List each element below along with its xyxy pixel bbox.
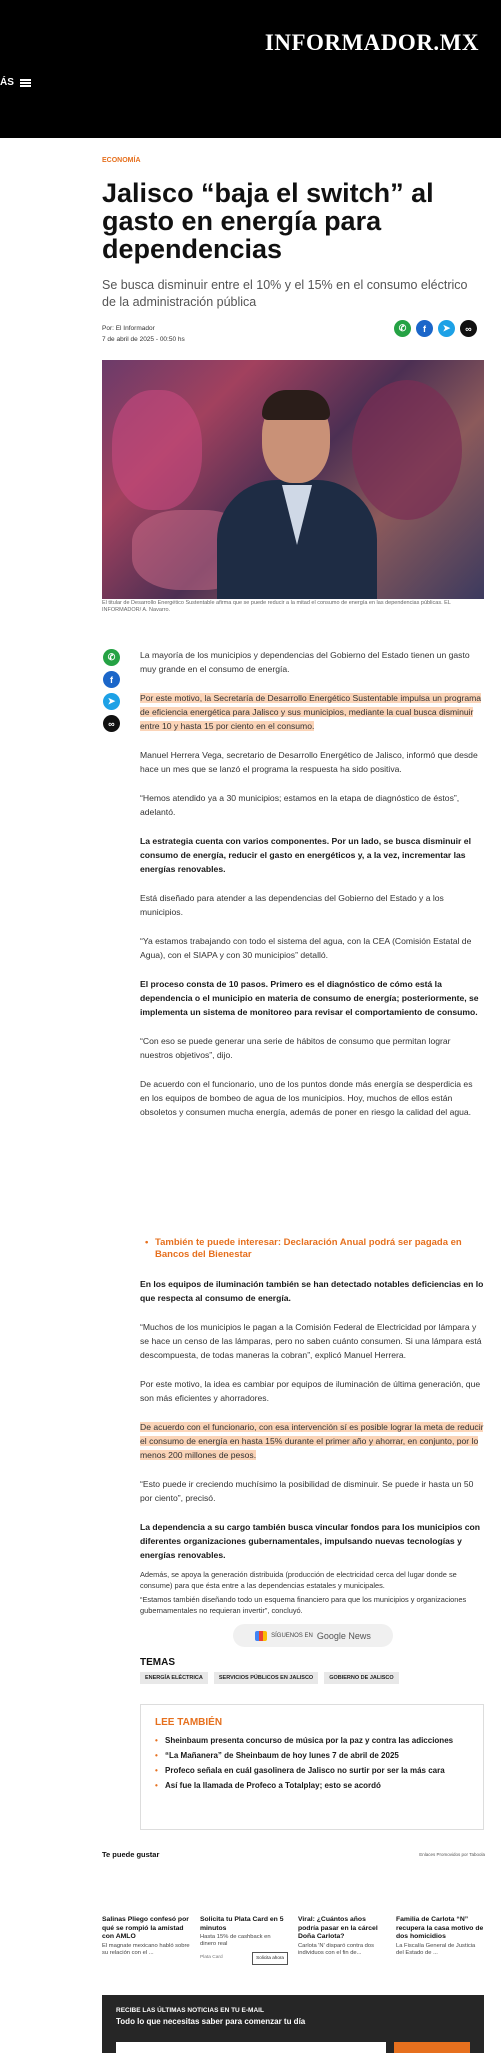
newsletter-title: RECIBE LAS ÚLTIMAS NOTICIAS EN TU E-MAIL <box>116 2007 264 2014</box>
share-bar-top <box>394 320 477 337</box>
paragraph: “Con eso se puede generar una serie de hábitos de consumo que permitan lograr nuestros objetivos”, dijo. <box>140 1036 451 1060</box>
paragraph-highlighted <box>140 1420 484 1462</box>
sponsored-provider[interactable]: Enlaces Promovidos por Taboola <box>419 1852 485 1857</box>
paragraph: Por este motivo, la idea es cambiar por equipos de iluminación de última generación, que son más eficientes y ahorradores. <box>140 1379 481 1403</box>
google-news-prefix: SÍGUENOS EN <box>271 1632 313 1639</box>
topic-tag[interactable]: ENERGÍA ELÉCTRICA <box>140 1672 208 1684</box>
paragraph-bold: En los equipos de iluminación también se han detectado notables deficiencias en lo que respecta al consumo de energía. <box>140 1279 484 1303</box>
paragraph: “Hemos atendido ya a 30 municipios; estamos en la etapa de diagnóstico de éstos”, adelantó. <box>140 793 460 817</box>
paragraph: La mayoría de los municipios y dependencias del Gobierno del Estado tienen un gasto muy grande en el consumo de energía. <box>140 650 470 674</box>
paragraph: Además, se apoya la generación distribuida (producción de electricidad cerca del lugar donde se consume) para que ésta entre a las dependencias estatales y municipales. <box>140 1570 457 1590</box>
card-title: Salinas Pliego confesó por qué se rompió la amistad con AMLO <box>102 1916 189 1940</box>
highlight: De acuerdo con el funcionario, con esa intervención sí es posible lograr la meta de reducir el consumo de energía en hasta 15% durante el primer año y ahorrar, en conjunto, por lo menos 200 millones de pesos. <box>140 1422 484 1460</box>
sponsored-card[interactable] <box>298 1916 386 1965</box>
newsletter-subtitle: Todo lo que necesitas saber para comenzar tu día <box>116 2017 306 2026</box>
paragraph: “Ya estamos trabajando con todo el sistema del agua, con la CEA (Comisión Estatal de Agua), con el SIAPA y con 30 municipios” detalló. <box>140 936 472 960</box>
menu-label: ÁS <box>0 77 14 88</box>
google-news-brand: Google News <box>316 1630 371 1641</box>
paragraph: “Estamos también diseñando todo un esquema financiero para que los municipios y organizaciones gubernamentales no requieran invertir”, concluyó. <box>140 1595 467 1615</box>
topic-tag[interactable]: SERVICIOS PÚBLICOS EN JALISCO <box>214 1672 318 1684</box>
whatsapp-icon[interactable]: ✆ <box>103 649 120 666</box>
card-title: Solicita tu Plata Card en 5 minutos <box>200 1916 284 1932</box>
telegram-icon[interactable]: ➤ <box>103 693 120 710</box>
paragraph: “Muchos de los municipios le pagan a la Comisión Federal de Electricidad por lámpara y se hace un censo de las lámparas, pero no saben cuánto consumen. Si una lámpara está descompuesta, de todas maneras la cobran”, explicó Manuel Herrera. <box>140 1322 482 1360</box>
paragraph: De acuerdo con el funcionario, uno de los puntos donde más energía se desperdicia es en los equipos de bombeo de agua de los municipios. Hoy, muchos de ellos están obsoletos y consumen mucha energía, además de poner en riesgo la calidad del agua. <box>140 1079 473 1117</box>
menu-icon <box>20 79 31 87</box>
topics-list <box>140 1672 399 1684</box>
read-also-item[interactable]: • Así fue la llamada de Profeco a Totalplay; esto se acordó <box>155 1781 469 1791</box>
card-title: Viral: ¿Cuántos años podría pasar en la cárcel Doña Carlota? <box>298 1916 378 1940</box>
read-also-title: LEE TAMBIÉN <box>155 1717 223 1728</box>
related-link-inline[interactable]: • También te puede interesar: Declaración Anual podrá ser pagada en Bancos del Bienestar <box>155 1237 485 1261</box>
sponsored-card[interactable] <box>102 1916 190 1965</box>
paragraph: “Esto puede ir creciendo muchísimo la posibilidad de disminuir. Se puede ir hasta un 50 por ciento”, precisó. <box>140 1479 474 1503</box>
site-logo[interactable]: INFORMADOR.MX <box>264 30 479 55</box>
card-source: Plata Card <box>200 1955 223 1960</box>
newsletter-box <box>102 1995 484 2053</box>
read-also-box <box>140 1704 484 1830</box>
paragraph-bold: La estrategia cuenta con varios componentes. Por un lado, se busca disminuir el consumo de energía, reducir el gasto en energéticos y, a la vez, incrementar las energías renovables. <box>140 836 471 874</box>
card-desc: Hasta 15% de cashback en dinero real <box>200 1934 271 1947</box>
byline <box>102 323 185 345</box>
facebook-icon[interactable]: f <box>416 320 433 337</box>
hero-image <box>102 360 484 599</box>
card-desc: Carlota 'N' disparó contra dos individuos con el fin de... <box>298 1942 374 1956</box>
card-cta-button[interactable]: Solicita ahora <box>252 1952 288 1965</box>
menu-button[interactable] <box>0 77 31 88</box>
sponsored-title: Te puede gustar <box>102 1850 160 1859</box>
google-news-icon <box>255 1631 267 1641</box>
link-icon[interactable]: ∞ <box>460 320 477 337</box>
paragraph-bold: El proceso consta de 10 pasos. Primero es el diagnóstico de cómo está la dependencia o el municipio en materia de consumo de energía; posteriormente, se implementa un sistema de monitoreo para revisar el comportamiento de consumo. <box>140 979 479 1017</box>
sponsored-card[interactable] <box>396 1916 484 1965</box>
google-news-button[interactable] <box>233 1624 393 1647</box>
telegram-icon[interactable]: ➤ <box>438 320 455 337</box>
paragraph-bold: La dependencia a su cargo también busca vincular fondos para los municipios con diferentes organizaciones gubernamentales, impulsando nuevas tecnologías y energías renovables. <box>140 1522 481 1560</box>
card-desc: La Fiscalía General de Justicia del Estado de ... <box>396 1942 476 1956</box>
share-bar-side <box>103 649 120 732</box>
author: Por: El Informador <box>102 325 155 332</box>
newsletter-submit-button[interactable] <box>394 2042 470 2053</box>
card-desc: El magnate mexicano habló sobre su relación con el ... <box>102 1942 190 1956</box>
highlight: Por este motivo, la Secretaría de Desarrollo Energético Sustentable impulsa un programa de eficiencia energética para Jalisco y sus municipios, mediante la cual busca disminuir entre 10 y hasta 15 por ciento en el consumo. <box>140 693 482 731</box>
read-also-item[interactable]: • Profeco señala en cuál gasolinera de Jalisco no surtir por ser la más cara <box>155 1766 469 1776</box>
article-headline: Jalisco “baja el switch” al gasto en energía para dependencias <box>102 178 434 264</box>
card-title: Familia de Carlota “N” recupera la casa motivo de dos homicidios <box>396 1916 484 1940</box>
read-also-item[interactable]: • Sheinbaum presenta concurso de música por la paz y contra las adicciones <box>155 1736 469 1746</box>
topic-tag[interactable]: GOBIERNO DE JALISCO <box>324 1672 398 1684</box>
article-subhead: Se busca disminuir entre el 10% y el 15% en el consumo eléctrico de la administración pública <box>102 278 468 309</box>
sponsored-card[interactable] <box>200 1916 288 1965</box>
facebook-icon[interactable]: f <box>103 671 120 688</box>
paragraph-highlighted <box>140 691 484 733</box>
newsletter-email-input[interactable] <box>116 2042 386 2053</box>
topics-title: TEMAS <box>140 1657 175 1668</box>
section-tag[interactable]: ECONOMÍA <box>102 157 141 164</box>
link-icon[interactable]: ∞ <box>103 715 120 732</box>
paragraph: Manuel Herrera Vega, secretario de Desarrollo Energético de Jalisco, informó que desde hace un mes que se lanzó el programa la respuesta ha sido positiva. <box>140 750 478 774</box>
paragraph: Está diseñado para atender a las dependencias del Gobierno del Estado y a los municipios. <box>140 893 444 917</box>
publish-date: 7 de abril de 2025 - 00:50 hs <box>102 336 185 343</box>
site-header <box>0 0 501 138</box>
image-caption: El titular de Desarrollo Energético Sustentable afirma que se puede reducir a la mitad el consumo de energía en las dependencias públicas. EL INFORMADOR/ A. Navarro. <box>102 600 451 613</box>
read-also-item[interactable]: • “La Mañanera” de Sheinbaum de hoy lunes 7 de abril de 2025 <box>155 1751 469 1761</box>
sponsored-cards <box>102 1916 484 1965</box>
whatsapp-icon[interactable]: ✆ <box>394 320 411 337</box>
